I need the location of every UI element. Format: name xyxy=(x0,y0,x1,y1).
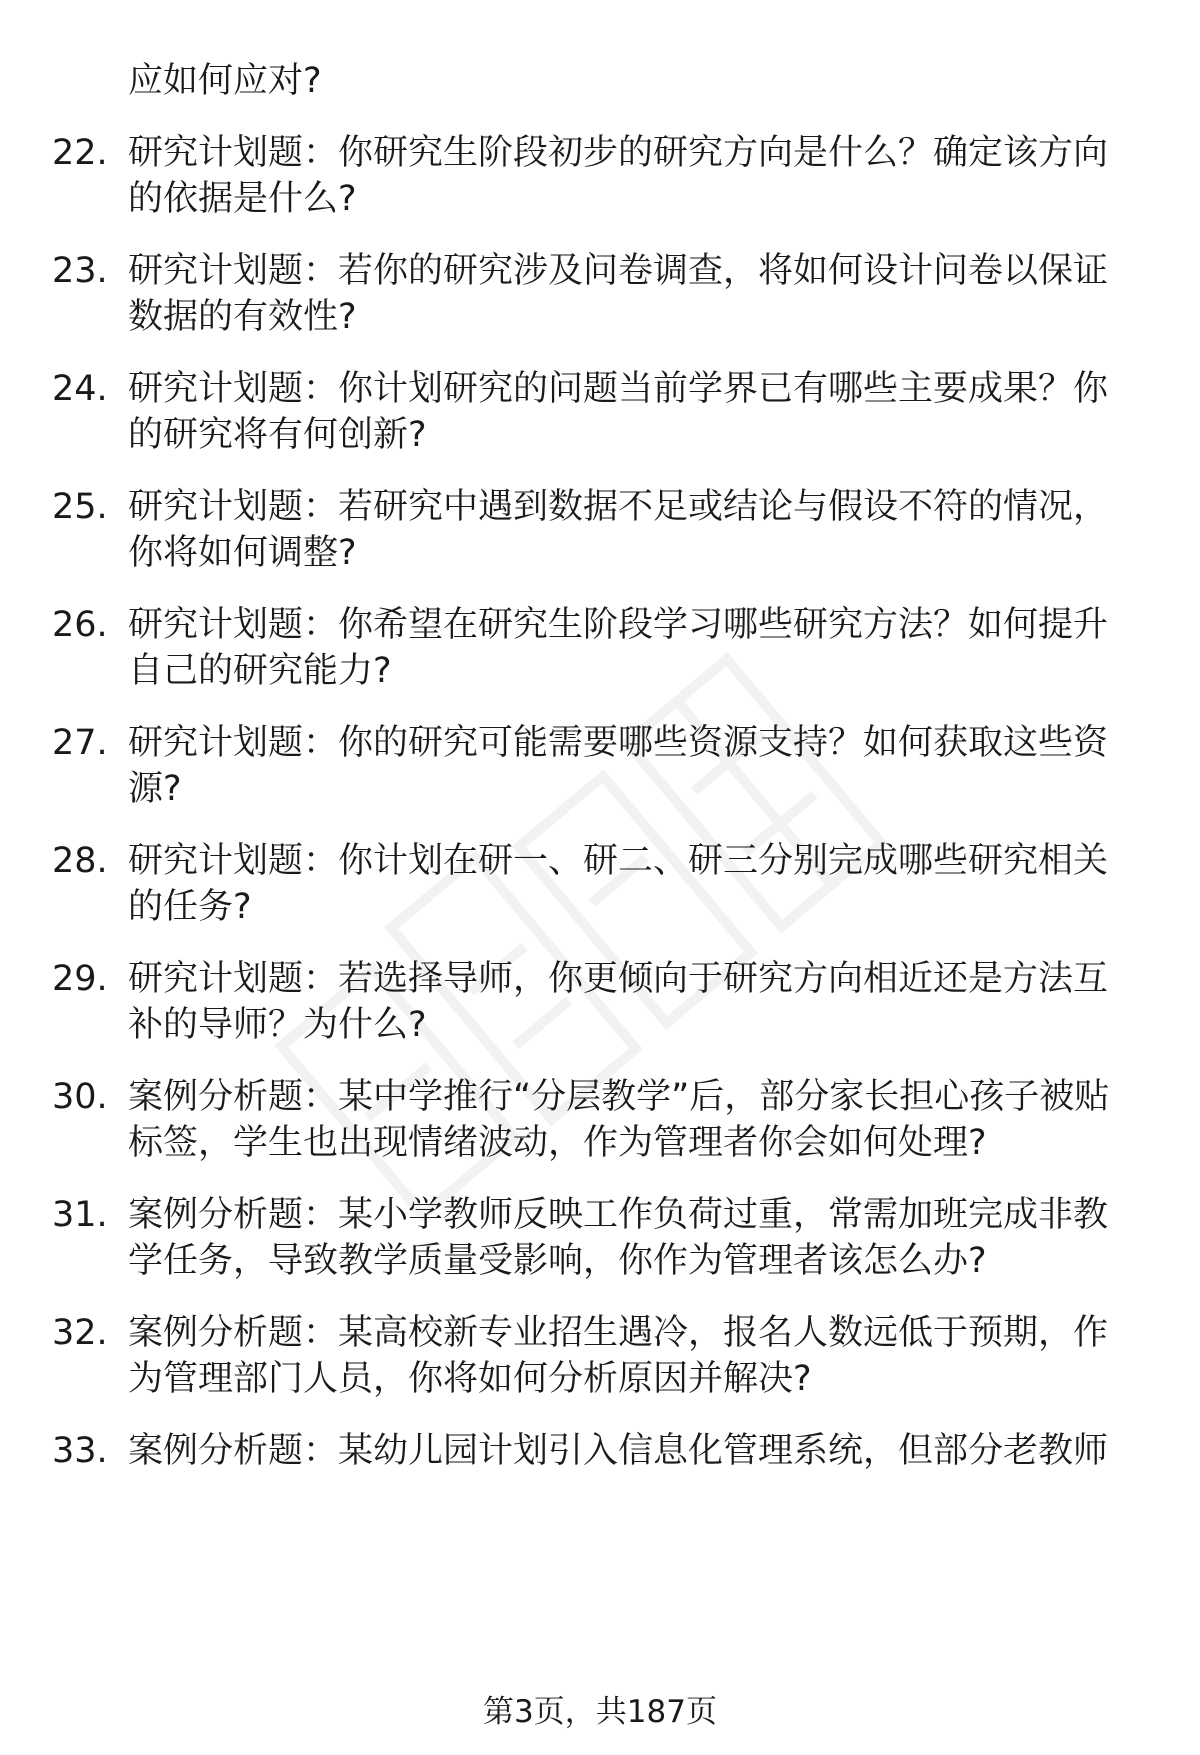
question-number: 26. xyxy=(52,605,108,645)
question-text: 案例分析题：某幼儿园计划引入信息化管理系统，但部分老教师 xyxy=(128,1431,1109,1471)
continuation-text: 应如何应对? xyxy=(128,61,322,101)
question-text: 案例分析题：某高校新专业招生遇冷，报名人数远低于预期，作为管理部门人员，你将如何分析原因并解决? xyxy=(128,1313,1109,1399)
question-text: 研究计划题：若研究中遇到数据不足或结论与假设不符的情况，你将如何调整? xyxy=(128,487,1109,573)
question-number: 22. xyxy=(52,133,108,173)
question-text: 研究计划题：你研究生阶段初步的研究方向是什么？确定该方向的依据是什么? xyxy=(128,133,1109,219)
question-number: 32. xyxy=(52,1313,108,1353)
question-number: 25. xyxy=(52,487,108,527)
question-number: 24. xyxy=(52,369,108,409)
question-text: 研究计划题：你计划研究的问题当前学界已有哪些主要成果？你的研究将有何创新? xyxy=(128,369,1109,455)
question-number: 29. xyxy=(52,959,108,999)
question-text: 案例分析题：某小学教师反映工作负荷过重，常需加班完成非教学任务，导致教学质量受影响，你作为管理者该怎么办? xyxy=(128,1195,1109,1281)
question-number: 23. xyxy=(52,251,108,291)
page-footer: 第3页，共187页 xyxy=(483,1694,717,1730)
question-number: 31. xyxy=(52,1195,108,1235)
question-number: 27. xyxy=(52,723,108,763)
question-text: 案例分析题：某中学推行“分层教学”后，部分家长担心孩子被贴标签，学生也出现情绪波动，作为管理者你会如何处理? xyxy=(128,1077,1110,1163)
question-number: 33. xyxy=(52,1431,108,1471)
question-number: 28. xyxy=(52,841,108,881)
question-number: 30. xyxy=(52,1077,108,1117)
question-text: 研究计划题：你希望在研究生阶段学习哪些研究方法？如何提升自己的研究能力? xyxy=(128,605,1109,691)
question-text: 研究计划题：若你的研究涉及问卷调查，将如何设计问卷以保证数据的有效性? xyxy=(128,251,1109,337)
question-text: 研究计划题：你计划在研一、研二、研三分别完成哪些研究相关的任务? xyxy=(128,841,1109,927)
question-text: 研究计划题：你的研究可能需要哪些资源支持？如何获取这些资源? xyxy=(128,723,1109,809)
question-text: 研究计划题：若选择导师，你更倾向于研究方向相近还是方法互补的导师？为什么? xyxy=(128,959,1109,1045)
